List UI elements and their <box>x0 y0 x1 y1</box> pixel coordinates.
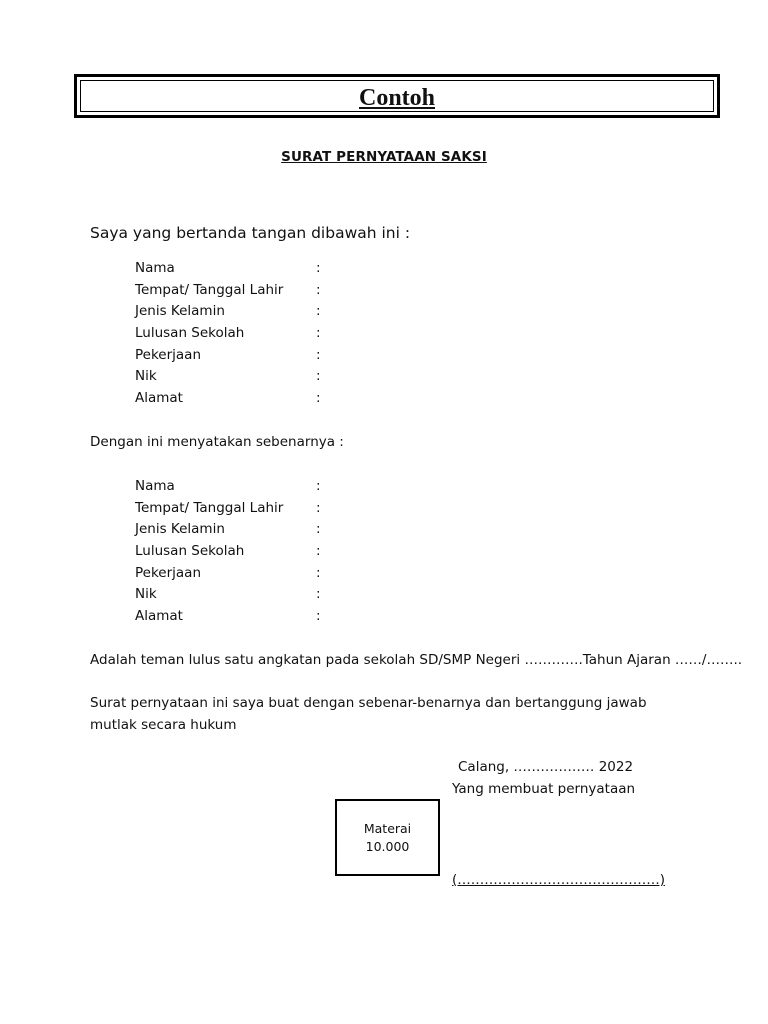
field-label: Lulusan Sekolah <box>135 543 245 560</box>
field-label: Tempat/ Tanggal Lahir <box>135 281 284 298</box>
stamp-value: 10.000 <box>365 838 410 854</box>
title-banner <box>74 74 720 118</box>
field-colon: : <box>316 346 321 363</box>
field-colon: : <box>316 325 321 342</box>
field-colon: : <box>316 499 321 516</box>
field-colon: : <box>316 478 321 494</box>
field-label: Pekerjaan <box>135 346 202 363</box>
field-label: Lulusan Sekolah <box>135 325 245 342</box>
field-colon: : <box>316 586 321 603</box>
field-colon: : <box>316 543 321 560</box>
banner-title: Contoh <box>358 85 436 111</box>
field-colon: : <box>316 260 321 276</box>
title-banner-inner <box>80 80 714 112</box>
field-label: Alamat <box>135 608 183 625</box>
field-colon: : <box>316 281 321 298</box>
field-colon: : <box>316 608 321 625</box>
signature-name-line: (………………………………………) <box>452 872 666 888</box>
signature-maker-label: Yang membuat pernyataan <box>452 781 636 797</box>
classmate-statement: Adalah teman lulus satu angkatan pada sekolah SD/SMP Negeri ………….Tahun Ajaran ……/…….. <box>90 652 743 668</box>
field-label: Nama <box>135 260 175 276</box>
field-label: Nama <box>135 478 175 494</box>
document-title: SURAT PERNYATAAN SAKSI <box>281 149 487 165</box>
field-label: Alamat <box>135 390 183 407</box>
responsibility-statement: Surat pernyataan ini saya buat dengan sebenar-benarnya dan bertanggung jawab mutlak secara hukum <box>90 695 647 733</box>
field-colon: : <box>316 390 321 407</box>
declaration-text: Dengan ini menyatakan sebenarnya : <box>90 434 344 450</box>
field-label: Nik <box>135 368 157 385</box>
field-label: Tempat/ Tanggal Lahir <box>135 499 284 516</box>
field-label: Jenis Kelamin <box>135 303 225 320</box>
field-colon: : <box>316 521 321 538</box>
field-label: Nik <box>135 586 157 603</box>
intro-text: Saya yang bertanda tangan dibawah ini : <box>90 224 411 242</box>
signature-place-date: Calang, ……………… 2022 <box>458 759 634 775</box>
field-label: Jenis Kelamin <box>135 521 225 538</box>
stamp-label: Materai <box>363 820 412 836</box>
field-colon: : <box>316 368 321 385</box>
field-colon: : <box>316 564 321 581</box>
stamp-duty-box <box>335 799 440 876</box>
field-label: Pekerjaan <box>135 564 202 581</box>
field-colon: : <box>316 303 321 320</box>
